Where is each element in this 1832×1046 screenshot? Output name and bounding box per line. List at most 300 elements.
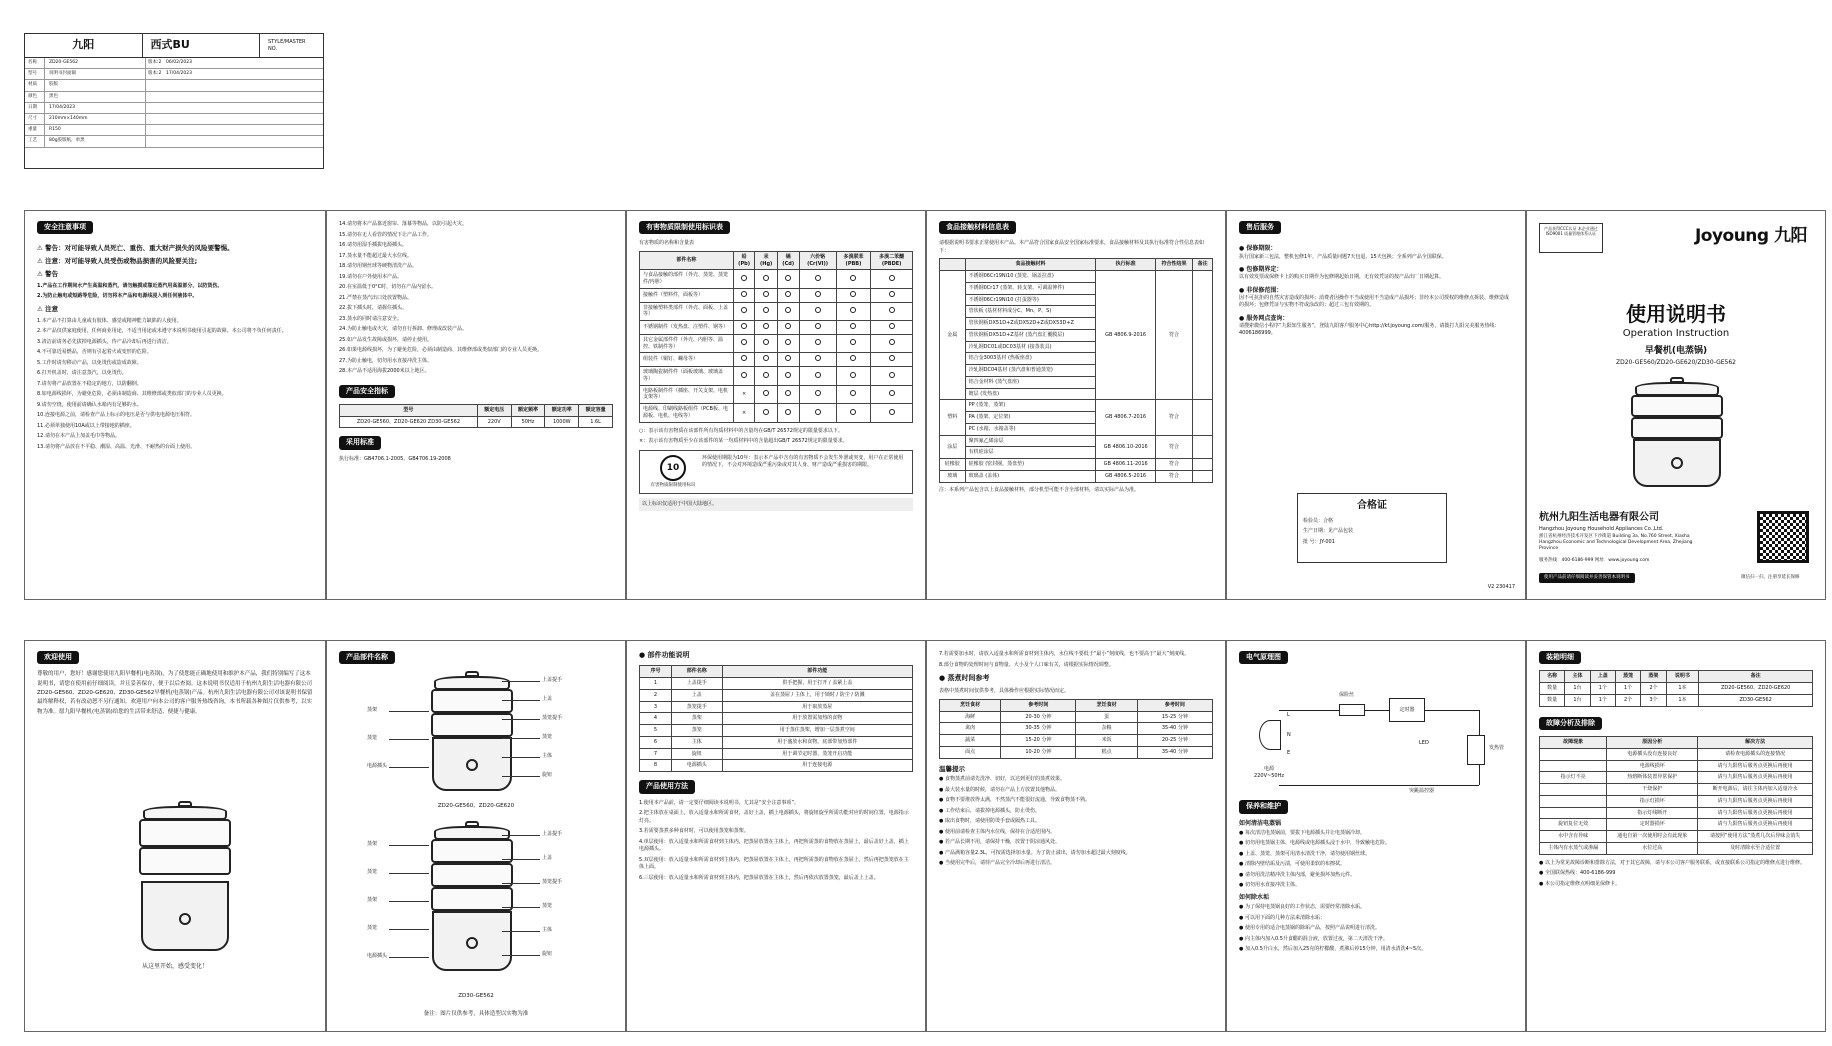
table-cell: 不锈钢0Cr17 (蒸架、转支架、可调温伸件): [965, 282, 1096, 294]
table-cell: 请与九阳售后服务点更换后再使用: [1698, 772, 1813, 784]
label-fuse: 保险丝: [1339, 692, 1355, 699]
circle-icon: [785, 355, 791, 361]
care-item: ● 清除内壁结垢及污渍，可使用柔软的布擦拭。: [1239, 861, 1345, 868]
table-cell: 电源插头没有连接良好: [1607, 748, 1698, 760]
circle-icon: [850, 339, 856, 345]
functions-table: [639, 665, 913, 772]
circle-icon: [889, 339, 895, 345]
table-cell: [871, 334, 913, 353]
table-cell: [755, 404, 777, 423]
circle-icon: [815, 372, 821, 378]
leader-line: [502, 931, 540, 932]
safety2-item: 26.如果电源线损坏，为了避免危险，必须由制造商、其维修部或类似部门的专业人员更换。: [339, 347, 542, 353]
table-cell: GB 4806.5-2016: [1096, 470, 1156, 482]
part-label: 蒸架: [367, 897, 378, 903]
table-cell: 请与九阳售后服务点更换后再使用: [1698, 819, 1813, 831]
circle-icon: [741, 323, 747, 329]
table-cell: 3: [640, 701, 672, 713]
table-cell: [733, 321, 755, 335]
leader-line: [389, 767, 429, 768]
spec-row: [25, 80, 323, 91]
table-row: [1540, 842, 1813, 854]
circle-icon: [889, 355, 895, 361]
table-cell: [871, 404, 913, 423]
panel-cover: [1526, 210, 1826, 600]
leader-line: [389, 957, 429, 958]
table-cell: 旋钮: [671, 748, 722, 760]
service-section-head: ● 服务网点查询：: [1239, 314, 1289, 322]
table-row: [640, 725, 913, 737]
care-item: ● 加入0.5升白水，然后加入25克的柠檬酸，煮沸后停15分钟，用清水清洗4~5次。: [1239, 946, 1427, 953]
table-row: [1540, 748, 1813, 760]
table-cell: [871, 385, 913, 404]
safety2-item: 24.为防止触电或火灾，请勿自行拆卸、修理或改装产品。: [339, 326, 467, 332]
trouble-title: 故障分析及排除: [1539, 717, 1602, 730]
rated-table: [339, 404, 613, 429]
care2-items: [1239, 904, 1513, 954]
part-label: 蒸笼提手: [542, 715, 563, 721]
parts-model-top: ZD20-GE560、ZD20-GE620: [437, 803, 515, 809]
circle-icon: [815, 323, 821, 329]
table-cell: 供手把握，用于打开 / 盖紧上盖: [722, 678, 912, 690]
table-header-cell: 备注: [1699, 671, 1813, 683]
time-table: [939, 699, 1213, 759]
table-row: [1540, 760, 1813, 772]
table-cell: 硅橡胶: [940, 459, 966, 471]
service-section-text: 以有效发票或保修卡上的购买日期作为包修期起始日期，无有效凭证的按产品出厂日期起算。: [1239, 274, 1445, 281]
fuse-box: [1339, 704, 1365, 716]
table-cell: [733, 302, 755, 321]
table-cell: 非接触塑料类部件（外壳、面板、上盖等）: [640, 302, 734, 321]
table-cell: 组装件（铜钉、螺母等）: [640, 353, 734, 367]
table-header-cell: 主体: [1565, 671, 1590, 683]
service-section-text: 执行国家新三包法，整机包修1年，产品质量问题7天包退、15天包换；全系列产品全国联保。: [1239, 253, 1447, 260]
leader-line: [502, 907, 540, 908]
tip-item: ● 食物不要堆放得太满，不然蒸汽不能很好流通，导致食物蒸不熟。: [939, 797, 1090, 804]
spec-row: [25, 114, 323, 125]
spec-row: [25, 92, 323, 103]
circle-icon: [850, 390, 856, 396]
table-cell: PC (水箱、水箱盖等): [965, 423, 1096, 435]
table-cell: 10-20 分钟: [1001, 746, 1076, 758]
panel-parts: [326, 640, 626, 1032]
food-title: 食品接触材料信息表: [939, 221, 1016, 234]
table-header-cell: 额定频率: [511, 404, 545, 416]
table-cell: GB 4806.7-2016: [1096, 400, 1156, 435]
tips-items: [939, 776, 1213, 868]
safety-note-item: 7.请勿将产品放置在不稳定的地方，以防翻倒。: [37, 380, 142, 387]
table-cell: PA (蒸架、定位架): [965, 412, 1096, 424]
care1-items: [1239, 830, 1513, 890]
spec-row: [25, 58, 323, 69]
table-cell: 20-25 分钟: [1137, 735, 1212, 747]
table-header-cell: 额定容量: [579, 404, 613, 416]
circle-icon: [741, 355, 747, 361]
table-row: [940, 400, 1213, 412]
table-cell: ×: [733, 404, 755, 423]
parts-steamer-top: [427, 671, 517, 791]
table-cell: 用于放置需加热的食物: [722, 713, 912, 725]
ccc-box: 产品获得CCC认证 本企业通过ISO9001 质量管理体系认证: [1539, 223, 1603, 253]
leader-line: [502, 883, 540, 884]
circle-icon: [741, 307, 747, 313]
table-cell: 有机硅涂层: [965, 447, 1096, 459]
tip-item: ● 产品满箱容量2.3L，可按需选择加水量。为了防止溢出，请勿加水超过最大刻度线。: [939, 849, 1131, 856]
tip-item: ● 若产品长期不用，请保持干燥，放置于阴凉通风处。: [939, 839, 1060, 846]
table-cell: [836, 385, 871, 404]
table-cell: 玻璃陶瓷制件件（面板玻璃、玻璃盖等）: [640, 367, 734, 386]
table-cell: 请与九阳售后服务点更换后再使用: [1698, 807, 1813, 819]
spec-value2: 06/02/2023: [166, 60, 192, 66]
part-label: 蒸架: [367, 841, 378, 847]
cover-steamer-illustration: [1627, 377, 1727, 487]
circle-icon: [889, 372, 895, 378]
table-header-cell: 多溴二苯醚(PBDE): [871, 251, 913, 270]
circle-icon: [889, 409, 895, 415]
table-header-cell: 说明书: [1666, 671, 1699, 683]
circle-icon: [815, 275, 821, 281]
welcome-title: 欢迎使用: [37, 651, 79, 664]
table-header-cell: 烹饪食材: [1076, 699, 1137, 711]
care-item: ● 为了保持电蒸锅良好的工作状态，需要经常清除水垢。: [1239, 904, 1365, 911]
epup-text: 环保使用期限为10年：表示本产品中含有的有害物质不会发生外泄或突变，用户在正常使用的情况下，不会对环境造成严重污染或对其人身、财产造成严重损害的期限。: [702, 454, 904, 469]
panel-circuit: [1226, 640, 1526, 1032]
qr-code-icon[interactable]: [1757, 511, 1809, 563]
table-cell: 15-25 分钟: [1137, 711, 1212, 723]
panel-food-contact: [926, 210, 1226, 600]
circle-icon: [763, 390, 769, 396]
table-row: [940, 271, 1213, 283]
table-cell: 2个: [1615, 694, 1640, 706]
circle-icon: [889, 275, 895, 281]
table-row: [640, 353, 913, 367]
table-cell: 盖在蒸屉 / 主体上，用于锁时 / 防尘 / 防溅: [722, 689, 912, 701]
spec-value: 胶版: [49, 82, 58, 88]
spec-card: [24, 33, 324, 169]
table-cell: 指示灯损坏: [1607, 795, 1698, 807]
spec-key: 颜色: [25, 92, 45, 102]
table-cell: [836, 353, 871, 367]
table-row: [640, 321, 913, 335]
table-cell: 15-20 分钟: [1001, 735, 1076, 747]
table-cell: [836, 404, 871, 423]
table-cell: [777, 334, 799, 353]
circle-icon: [741, 275, 747, 281]
packing-title: 装箱明细: [1539, 651, 1581, 664]
table-cell: 蒸笼: [671, 725, 722, 737]
table-cell: 请与九阳售后服务点更换后再使用: [1698, 760, 1813, 772]
table-cell: [755, 353, 777, 367]
service-section-head: ● 包修期界定：: [1239, 266, 1283, 274]
table-cell: [836, 321, 871, 335]
table-cell: [1193, 271, 1213, 400]
spec-key2: [145, 125, 163, 135]
service-section-text: 请搜索微信小程序“九阳知生服务”，登陆九阳客户服务中心http://kf.joyoung.com/服务，请拨打九阳完美服务热线：4006186999。: [1239, 322, 1500, 337]
safety2-item: 15.请勿在无人看管的情况下让产品工作。: [339, 231, 432, 238]
table-cell: 符合: [1155, 435, 1192, 459]
table-cell: 硅橡胶 (密封圈，蒸盘垫): [965, 459, 1096, 471]
circle-icon: [815, 291, 821, 297]
spec-key2: 版本:2: [145, 58, 163, 68]
usage-item: 6.三层使用：放入适量水和所需食材到主体内，把蒸屉放置在主体上，然后再依次放置蒸笼，最后盖上上盖。: [639, 874, 879, 881]
safety2-item: 19.请勿在户外使用本产品。: [339, 273, 402, 280]
spec-row: [25, 103, 323, 114]
care-item: ● 使用专用的适合电蒸锅的除垢产品，按照产品说明进行清洗。: [1239, 925, 1380, 932]
table-row: [640, 689, 913, 701]
table-cell: [755, 270, 777, 289]
table-cell: 金属: [940, 271, 966, 400]
table-header-cell: 上盖: [1590, 671, 1615, 683]
spec-key2: [145, 80, 163, 90]
table-cell: 与食品接触的部件（外壳、蒸笼、蒸笼件/内胆）: [640, 270, 734, 289]
spec-code-label: STYLE/MASTER NO.: [268, 38, 306, 52]
table-cell: 水中含有异味: [1540, 831, 1607, 843]
panel-functions: [626, 640, 926, 1032]
table-cell: 热熔断体装置异常保护: [1607, 772, 1698, 784]
part-label: 蒸架: [367, 707, 378, 713]
table-cell: [871, 321, 913, 335]
table-cell: 干烧保护: [1607, 784, 1698, 796]
table-cell: 管状板 (基材材料成分C、Mn、P、S): [965, 306, 1096, 318]
table-cell: 及时清除水至合适位置: [1698, 842, 1813, 854]
table-cell: 蔬菜: [940, 735, 1001, 747]
circle-icon: [889, 390, 895, 396]
packing-table: [1539, 670, 1813, 706]
table-cell: [733, 288, 755, 302]
table-header-cell: 参考时间: [1137, 699, 1212, 711]
table-cell: 水位过高: [1607, 842, 1698, 854]
spec-value: 17/04/2023: [49, 104, 75, 110]
table-cell: [1193, 435, 1213, 459]
spec-value: 说明书封面铜: [49, 71, 76, 77]
tip-item: ● 工作结束后，请拔掉电源插头，防止烫伤。: [939, 807, 1040, 814]
leader-line: [502, 835, 540, 836]
table-cell: 用于蒸住蒸架，增加一层蒸煮空间: [722, 725, 912, 737]
circle-icon: [785, 323, 791, 329]
spec-value: 黑色: [49, 93, 58, 99]
table-cell: [777, 353, 799, 367]
table-cell: 上盖: [671, 689, 722, 701]
safety-note-item: 6.打开机盖时，请注意蒸汽，以免烫伤。: [37, 370, 127, 376]
table-cell: 其它金属部件件（外壳、内胆等、温控、铁制件等）: [640, 334, 734, 353]
table-cell: 用于连接电源: [722, 760, 912, 772]
table-header-cell: 序号: [640, 666, 672, 678]
table-cell: 1个: [1590, 683, 1615, 695]
part-label: 蒸笼: [542, 903, 553, 909]
safety2-item: 28.本产品不适用海拔2000米以上地区。: [339, 368, 430, 374]
table-cell: 4: [640, 713, 672, 725]
hazard-subtitle: 有害物质的名称和含量表: [639, 240, 695, 247]
table-row: [640, 701, 913, 713]
cover-title-en: Operation Instruction: [1622, 328, 1730, 339]
table-cell: 旋钮复位无效: [1540, 819, 1607, 831]
hazard-note1: ○：表示该有害物质在该部件所有均质材料中的含量均在GB/T 26572规定的限量要求以下。: [639, 427, 843, 434]
care-item: ● 切勿用水直接冲洗主体。: [1239, 882, 1300, 889]
table-cell: 杂粮: [1076, 723, 1137, 735]
table-header-cell: 原因分析: [1607, 737, 1698, 749]
table-cell: [755, 302, 777, 321]
table-header-cell: 六价铬(Cr(VI)): [799, 251, 836, 270]
tip-item: ● 当使用完毕后，请待产品完全冷却后再进行清洁。: [939, 860, 1055, 867]
hazard-footer: 以上标识仅适用于中国大陆地区。: [639, 498, 913, 512]
table-header-cell: 故障现象: [1540, 737, 1607, 749]
leader-line: [389, 711, 429, 712]
table-cell: 主体: [671, 736, 722, 748]
table-cell: GB 4806.10-2016: [1096, 435, 1156, 459]
table-cell: 1台: [1565, 683, 1590, 695]
spec-header: [25, 34, 323, 58]
table-cell: ZD20-GE560、ZD20-GE620 ZD30-GE562: [340, 416, 478, 428]
table-cell: 面点: [940, 746, 1001, 758]
table-cell: 上盖提手: [671, 678, 722, 690]
panel-reference: [926, 640, 1226, 1032]
epup-label: 有害物质限制使用标识: [650, 482, 696, 488]
safety-warn-head: ⚠ 警告: [37, 269, 59, 278]
packing-footer2: ● 全国联保热线：400-6186-999: [1539, 870, 1616, 877]
certificate: [1297, 493, 1447, 563]
table-cell: 符合: [1155, 400, 1192, 435]
cover-product: 早餐机(电蒸锅): [1644, 346, 1708, 356]
service-section-head: ● 非保修范围：: [1239, 286, 1283, 294]
safety-warn-item: 1.产品在工作期间水产生高温和蒸汽，请勿触摸或靠近蒸汽用高温部分，以防烫伤。: [37, 282, 223, 289]
standard-title: 采用标准: [339, 436, 381, 449]
table-row: [640, 302, 913, 321]
circle-icon: [889, 291, 895, 297]
table-cell: [733, 334, 755, 353]
table-row: [640, 678, 913, 690]
table-cell: [836, 367, 871, 386]
circuit-title: 电气原理图: [1239, 651, 1288, 664]
packing-footer1: ● 以上为常见故障诊断和排除方法，对于其它故障，请与本公司客户服务联系，或直接联系公司指定的维修点进行维修。: [1539, 859, 1805, 866]
table-cell: [799, 404, 836, 423]
usage-item: 3.若需要蒸煮多种食材时，可以使用蒸笼和蒸架。: [639, 828, 749, 835]
table-cell: [1540, 760, 1607, 772]
circle-icon: [815, 307, 821, 313]
table-row: [640, 713, 913, 725]
table-row: [1540, 694, 1813, 706]
table-cell: 米饭: [1076, 735, 1137, 747]
table-cell: 不锈钢制件（发热盘、注塑件、钢等）: [640, 321, 734, 335]
spec-value: R150: [49, 127, 61, 133]
usage-item: 1.使用本产品前，请一定要仔细阅读本说明书，尤其是“安全注意事项”。: [639, 799, 799, 806]
table-cell: 塑料: [940, 400, 966, 435]
company-en: Hangzhou Joyoung Household Appliances Co.,Ltd.: [1539, 526, 1664, 532]
table-header-cell: 汞(Hg): [755, 251, 777, 270]
company-address: 浙江省杭州经济技术开发区下沙街道 Building 3a, No.760 Street, Xiasha Hangzhou Economic and Technological Development Area, Zhejiang Province: [1539, 534, 1693, 552]
part-label: 主体: [542, 927, 553, 933]
table-cell: 6: [640, 736, 672, 748]
leader-line: [502, 757, 540, 758]
table-cell: 5: [640, 725, 672, 737]
table-cell: 请按照“使用方法”蒸煮几次后异味会消失: [1698, 831, 1813, 843]
table-cell: GB 4806.9-2016: [1096, 271, 1156, 400]
circle-icon: [785, 291, 791, 297]
table-cell: [1193, 400, 1213, 435]
leader-line: [502, 738, 540, 739]
spec-row: [25, 125, 323, 136]
panel-service: [1226, 210, 1526, 600]
spec-value: 210mm×140mm: [49, 116, 88, 121]
safety-warn-items: [37, 283, 313, 301]
table-cell: 符合: [1155, 470, 1192, 482]
safety2-item: 20.在室温低于0°C时，切勿在产品内留水。: [339, 284, 437, 290]
tip-item: ● 食物蒸煮前请先洗净、切好，以达到更好的蒸煮效果。: [939, 776, 1065, 783]
table-cell: 糕点: [1076, 746, 1137, 758]
tips-title: 温馨提示: [939, 764, 965, 773]
spec-row: [25, 136, 323, 147]
table-cell: GB 4806.11-2016: [1096, 459, 1156, 471]
circle-icon: [889, 307, 895, 313]
table-cell: [799, 334, 836, 353]
table-cell: 20-30 分钟: [1001, 711, 1076, 723]
service-section-head: ● 保修期限：: [1239, 245, 1277, 253]
table-cell: [755, 385, 777, 404]
leader-line: [389, 901, 429, 902]
circle-icon: [785, 307, 791, 313]
table-cell: 冷轧钢DC01或DC03基材 (接蒸装具): [965, 341, 1096, 353]
table-cell: [777, 302, 799, 321]
safety-note-items: [37, 318, 313, 452]
table-cell: 海鲜: [940, 711, 1001, 723]
table-row: [1540, 784, 1813, 796]
table-header-cell: 部件功能: [722, 666, 912, 678]
table-cell: [871, 270, 913, 289]
table-cell: 8: [640, 760, 672, 772]
cover-title-cn: 使用说明书: [1626, 302, 1726, 326]
table-cell: [777, 321, 799, 335]
table-cell: 指示灯线断开: [1607, 807, 1698, 819]
usage-item: 5.双层使用：放入适量水和所需食材到主体内，把蒸屉放置在主体上，再把所需蒸的食物放在蒸屉上，然后再把蒸笼放在主体上面。: [639, 856, 909, 871]
table-cell: 不锈钢06Cr19Ni10 (蒸笼、锅盖拉盘): [965, 271, 1096, 283]
circle-icon: [785, 390, 791, 396]
leader-line: [502, 955, 540, 956]
table-cell: 35-40 分钟: [1137, 746, 1212, 758]
table-cell: 蛋: [1076, 711, 1137, 723]
spec-key2: [145, 103, 163, 113]
table-row: [640, 385, 913, 404]
hazard-table: [639, 251, 913, 423]
circle-icon: [785, 339, 791, 345]
table-cell: [1540, 784, 1607, 796]
table-cell: [871, 302, 913, 321]
version-label: V2 230417: [1487, 584, 1515, 591]
panel-safety-continued: [326, 210, 626, 600]
table-cell: 镀层 (发热盘): [965, 388, 1096, 400]
circle-icon: [850, 291, 856, 297]
leader-line: [502, 719, 540, 720]
safety-note-item: 9.请勿空烧，使用前请确认水箱内有足够的水。: [37, 401, 142, 408]
table-header-cell: 名称: [1540, 671, 1565, 683]
safety2-items: [339, 221, 613, 376]
label-l: L: [1287, 712, 1290, 719]
label-e: E: [1287, 750, 1291, 757]
table-cell: 2个: [1641, 683, 1666, 695]
cover-models: ZD20-GE560/ZD20-GE620/ZD30-GE562: [1616, 359, 1736, 366]
dial-icon: [466, 759, 478, 771]
company-cn: 杭州九阳生活电器有限公司: [1539, 512, 1659, 523]
table-cell: 符合: [1155, 271, 1192, 400]
leader-line: [389, 873, 429, 874]
part-label: 蒸笼: [542, 734, 553, 740]
usage-item: 4.单层使用：放入适量水和所需食材到主体内，把蒸屉放置在主体上，再把所需蒸的食物放在蒸屉上，最后盖好上盖，插上电源插头。: [639, 838, 909, 853]
table-cell: 1台: [1565, 694, 1590, 706]
table-cell: 1个: [1590, 694, 1615, 706]
table-row: [1540, 772, 1813, 784]
part-label: 蒸笼提手: [542, 879, 563, 885]
table-row: [640, 404, 913, 423]
spec-brand: 九阳: [25, 34, 143, 57]
food-intro: 请根据说明书要求正常使用本产品。本产品符合国家食品安全国家标准要求，食品接触材料及其执行标准符合性信息表如下：: [939, 240, 1205, 254]
